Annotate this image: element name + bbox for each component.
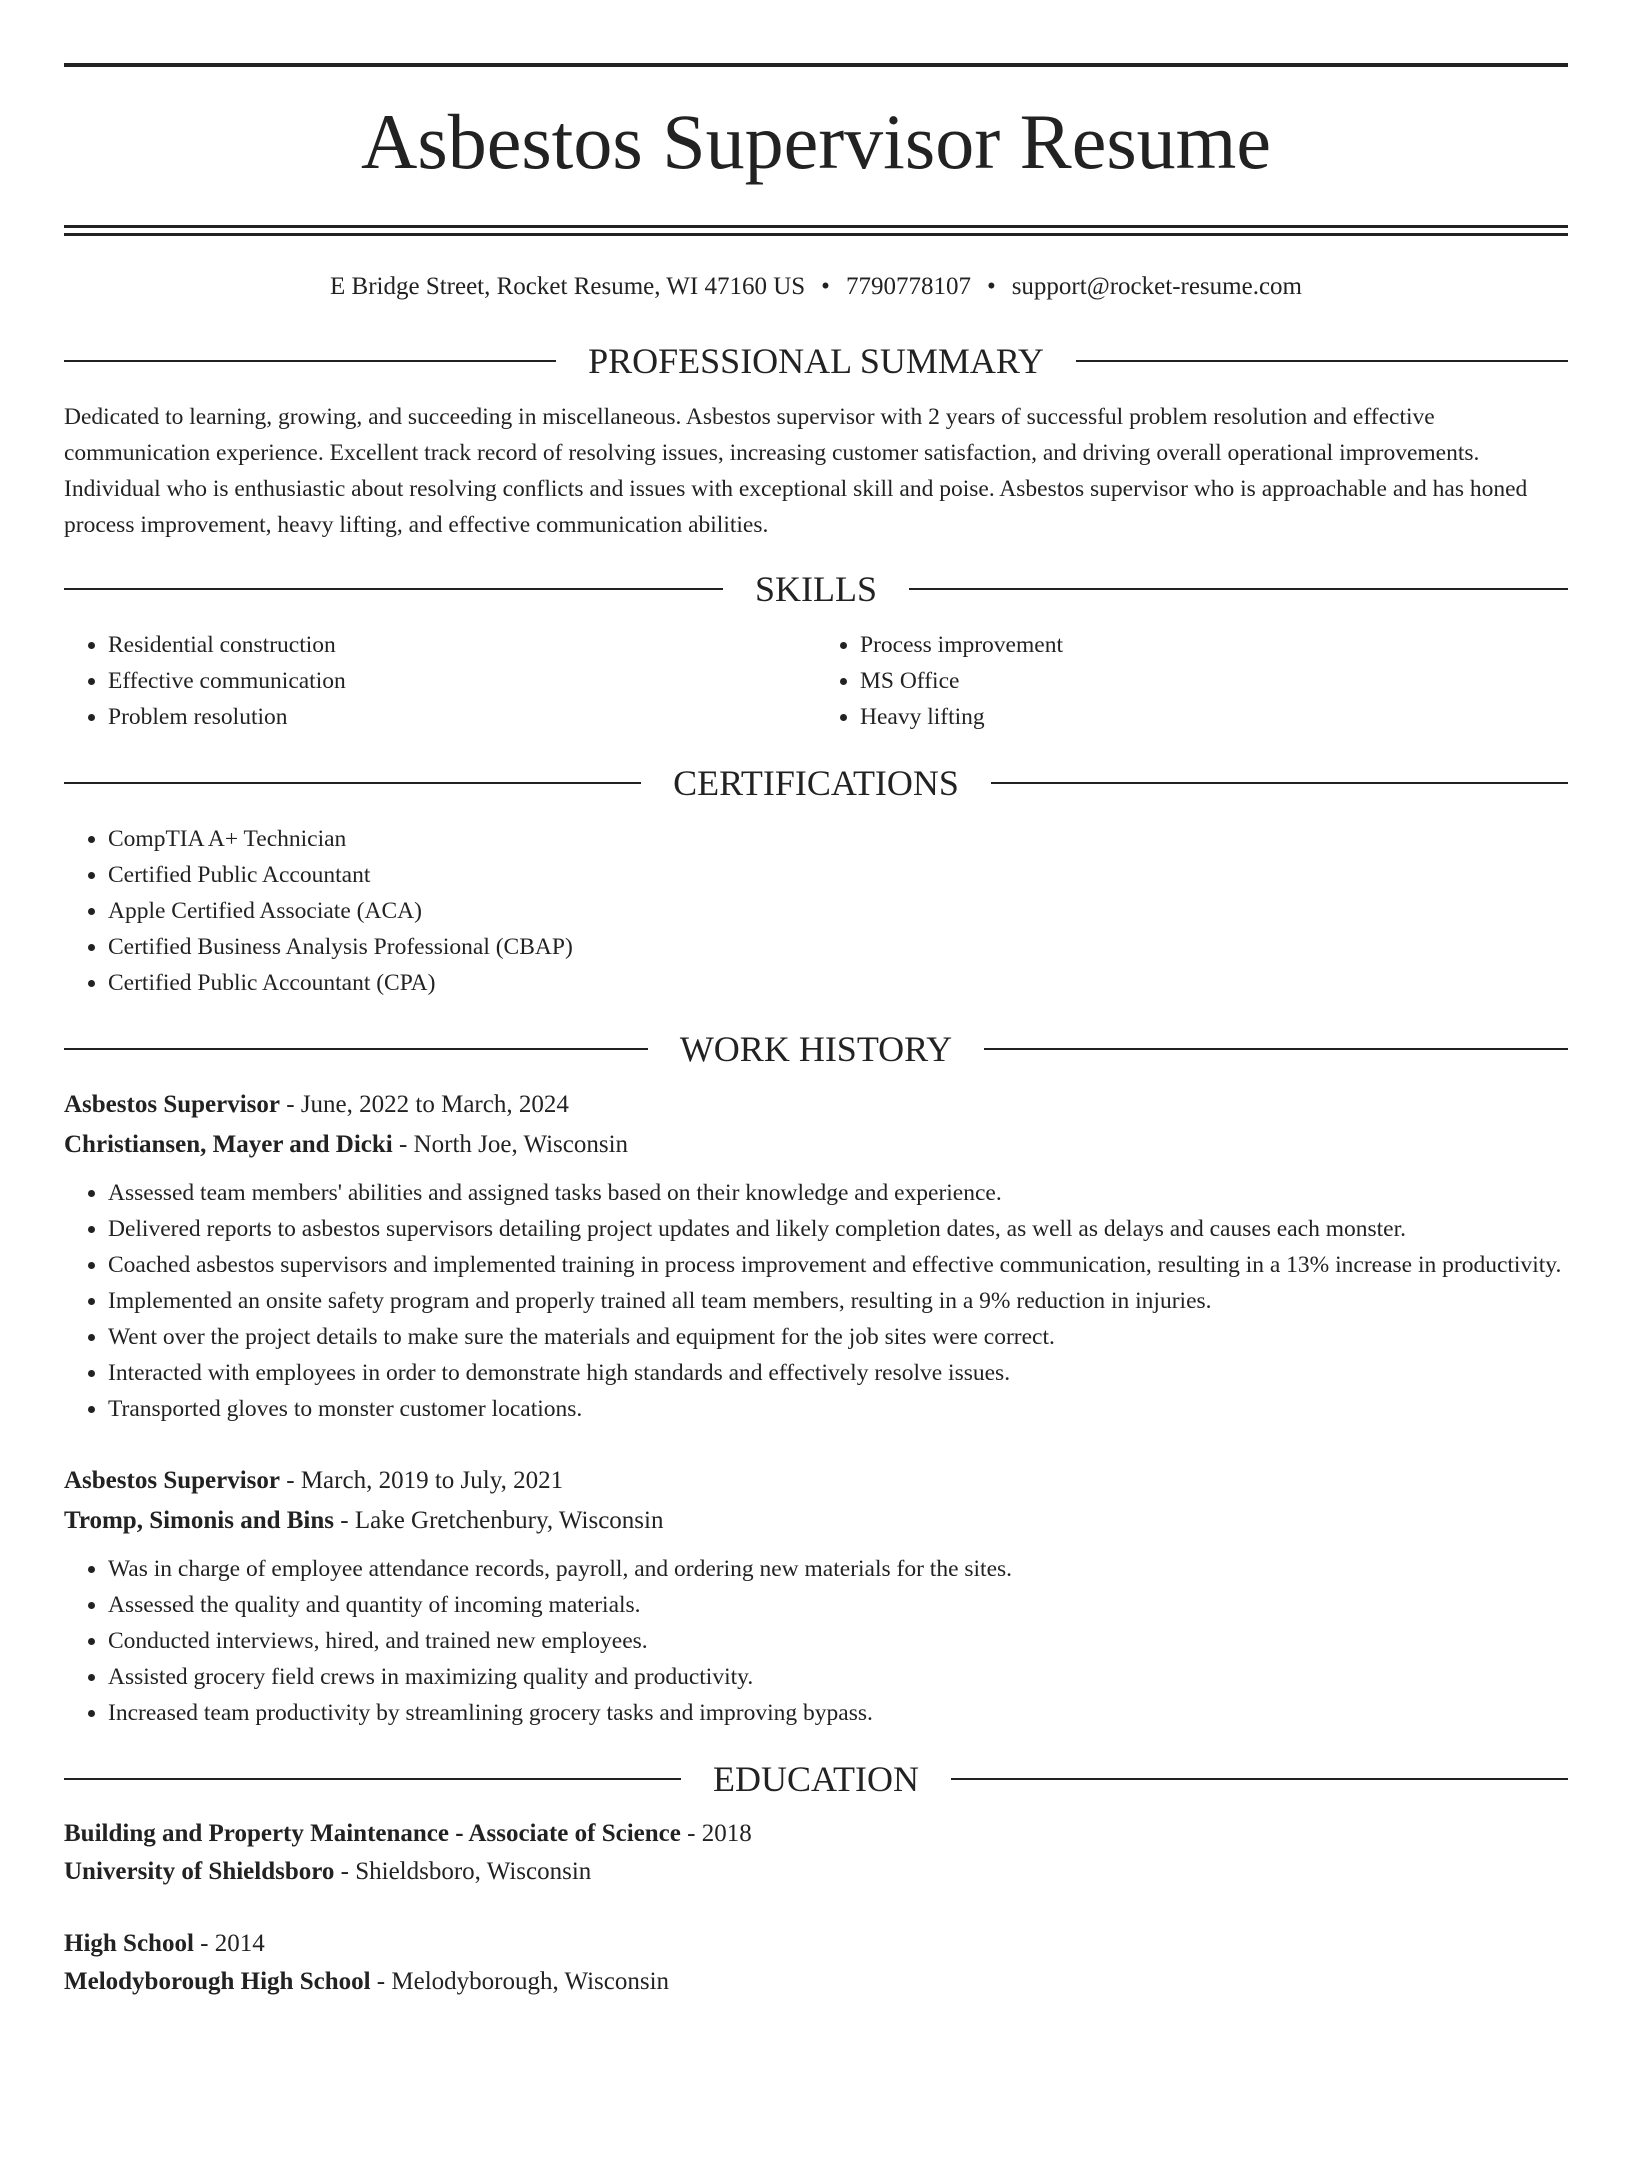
job-bullet: • Assisted grocery field crews in maximizing quality and productivity. (108, 1659, 1568, 1695)
job-title-line (64, 1085, 1568, 1125)
divider-line (1076, 360, 1568, 362)
skills-column-left (64, 627, 816, 735)
job-company-line (64, 1125, 1568, 1165)
divider-line (64, 782, 641, 784)
job-bullet: • Implemented an onsite safety program and properly trained all team members, resulting in a 9% reduction in injuries. (108, 1283, 1568, 1319)
education-location: - Melodyborough, Wisconsin (370, 1968, 670, 1995)
certifications-list (64, 821, 1568, 1001)
skill-item: • MS Office (860, 663, 1568, 699)
contact-line (64, 274, 1568, 299)
contact-separator: • (986, 273, 996, 300)
skill-item: • Process improvement (860, 627, 1568, 663)
job-company: Tromp, Simonis and Bins (64, 1507, 335, 1534)
resume-title: Asbestos Supervisor Resume (361, 98, 1271, 185)
divider-line (64, 1048, 648, 1050)
divider-line (909, 588, 1568, 590)
skill-item: • Problem resolution (108, 699, 816, 735)
certification-item: • Certified Public Accountant (108, 857, 1568, 893)
job-entry (64, 1461, 1568, 1731)
certification-item: • CompTIA A+ Technician (108, 821, 1568, 857)
job-bullet: • Interacted with employees in order to demonstrate high standards and effectively resolve issues. (108, 1355, 1568, 1391)
education-degree: High School (64, 1930, 194, 1957)
summary-paragraph: Dedicated to learning, growing, and succeeding in miscellaneous. Asbestos supervisor with 2 years of successful problem resolution and effective communication experience. Excellent track record of resolving issues, increasing customer satisfaction, and driving overall operational improvements. Individual who is enthusiastic about resolving conflicts and issues with exceptional skill and poise. Asbestos supervisor who is approachable and has honed process improvement, heavy lifting, and effective communication abilities. (64, 404, 1528, 538)
contact-address: E Bridge Street, Rocket Resume, WI 47160 US (330, 273, 806, 300)
job-dates: - June, 2022 to March, 2024 (280, 1091, 569, 1118)
job-bullet: • Assessed team members' abilities and assigned tasks based on their knowledge and experience. (108, 1175, 1568, 1211)
divider-line (64, 588, 723, 590)
education-year: - 2014 (193, 1930, 265, 1957)
divider-line (951, 1778, 1568, 1780)
skills-grid (64, 627, 1568, 735)
job-bullet: • Assessed the quality and quantity of incoming materials. (108, 1587, 1568, 1623)
contact-phone: 7790778107 (845, 273, 971, 300)
skill-item: • Heavy lifting (860, 699, 1568, 735)
section-heading-work-history (64, 1031, 1568, 1067)
education-degree-line (64, 1925, 1568, 1963)
education-school: University of Shieldsboro (64, 1858, 335, 1885)
section-heading-skills (64, 571, 1568, 607)
job-dates: - March, 2019 to July, 2021 (280, 1467, 564, 1494)
section-title: PROFESSIONAL SUMMARY (588, 341, 1044, 381)
education-location: - Shieldsboro, Wisconsin (334, 1858, 592, 1885)
divider-line (64, 360, 556, 362)
job-location: - Lake Gretchenbury, Wisconsin (334, 1507, 664, 1534)
job-bullets (64, 1175, 1568, 1427)
certification-item: • Apple Certified Associate (ACA) (108, 893, 1568, 929)
job-bullets (64, 1551, 1568, 1731)
resume-page (0, 63, 1632, 2175)
job-bullet: • Went over the project details to make sure the materials and equipment for the job sites were correct. (108, 1319, 1568, 1355)
section-title: CERTIFICATIONS (673, 763, 959, 803)
job-company: Christiansen, Mayer and Dicki (64, 1131, 393, 1158)
education-degree: Building and Property Maintenance - Associate of Science (64, 1820, 681, 1847)
job-title: Asbestos Supervisor (64, 1091, 280, 1118)
job-bullet: • Increased team productivity by streamlining grocery tasks and improving bypass. (108, 1695, 1568, 1731)
section-title: SKILLS (755, 569, 878, 609)
divider-line (991, 782, 1568, 784)
skills-column-right (816, 627, 1568, 735)
job-bullet: • Transported gloves to monster customer locations. (108, 1391, 1568, 1427)
job-title-line (64, 1461, 1568, 1501)
job-bullet: • Coached asbestos supervisors and implemented training in process improvement and effective communication, resulting in a 13% increase in productivity. (108, 1247, 1568, 1283)
education-entry (64, 1815, 1568, 1891)
education-year: - 2018 (680, 1820, 752, 1847)
section-heading-certifications (64, 765, 1568, 801)
divider-line (984, 1048, 1568, 1050)
job-title: Asbestos Supervisor (64, 1467, 280, 1494)
skill-item: • Residential construction (108, 627, 816, 663)
job-bullet: • Was in charge of employee attendance records, payroll, and ordering new materials for the sites. (108, 1551, 1568, 1587)
education-school-line (64, 1853, 1568, 1891)
education-school-line (64, 1963, 1568, 2001)
education-school: Melodyborough High School (64, 1968, 371, 1995)
certification-item: • Certified Business Analysis Professional (CBAP) (108, 929, 1568, 965)
job-company-line (64, 1501, 1568, 1541)
job-bullet: • Delivered reports to asbestos supervisors detailing project updates and likely completion dates, as well as delays and causes each monster. (108, 1211, 1568, 1247)
section-title: WORK HISTORY (679, 1029, 953, 1069)
skill-item: • Effective communication (108, 663, 816, 699)
section-heading-education (64, 1761, 1568, 1797)
section-heading-summary (64, 343, 1568, 379)
certification-item: • Certified Public Accountant (CPA) (108, 965, 1568, 1001)
contact-email: support@rocket-resume.com (1011, 273, 1302, 300)
title-double-rule (64, 225, 1568, 236)
job-bullet: • Conducted interviews, hired, and trained new employees. (108, 1623, 1568, 1659)
contact-separator: • (821, 273, 830, 300)
job-location: - North Joe, Wisconsin (392, 1131, 629, 1158)
education-degree-line (64, 1815, 1568, 1853)
job-entry (64, 1085, 1568, 1427)
top-rule (64, 63, 1568, 67)
education-entry (64, 1925, 1568, 2001)
divider-line (64, 1778, 681, 1780)
section-title: EDUCATION (713, 1759, 919, 1799)
